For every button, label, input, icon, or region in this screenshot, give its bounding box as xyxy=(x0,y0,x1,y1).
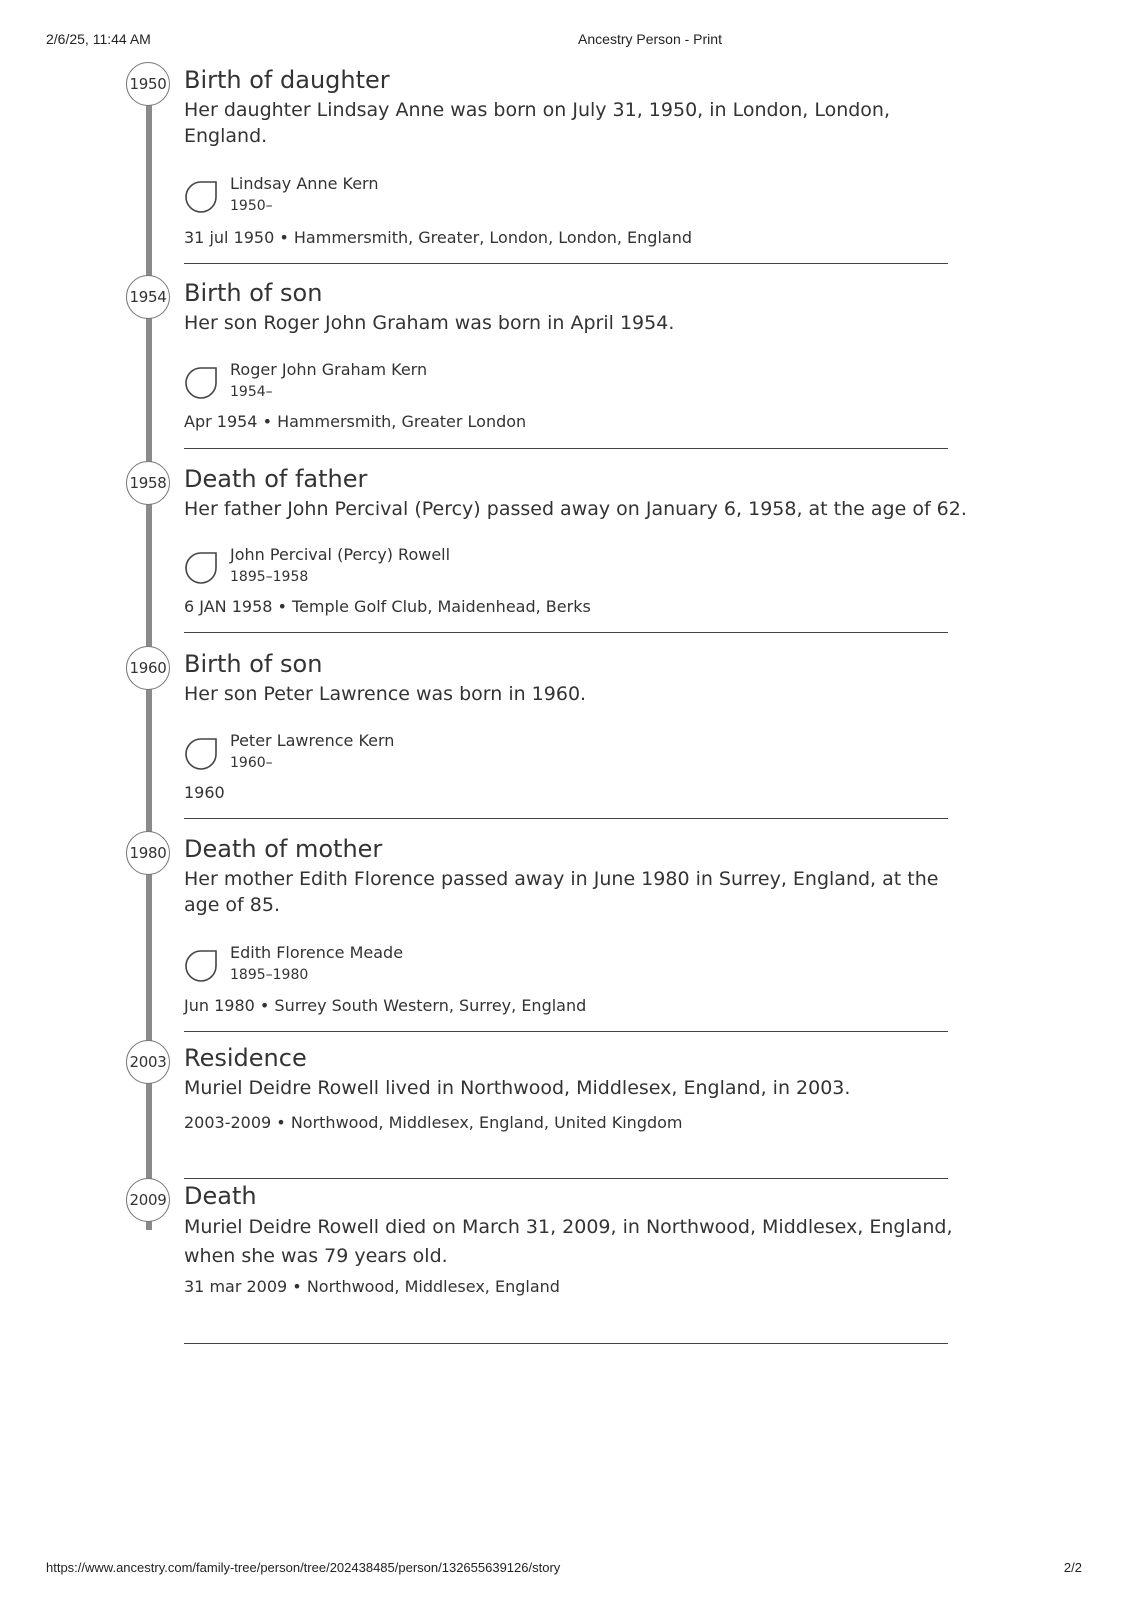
event-divider xyxy=(184,263,948,264)
event-date-place: Jun 1980 • Surrey South Western, Surrey, England xyxy=(184,996,587,1015)
person-card[interactable] xyxy=(184,360,784,408)
person-years: 1895–1980 xyxy=(230,967,309,983)
event-description: Her mother Edith Florence passed away in June 1980 in Surrey, England, at the age of 85. xyxy=(184,868,939,916)
person-placeholder-icon xyxy=(184,551,218,585)
event-title: Residence xyxy=(184,1044,307,1072)
event-description: Her son Roger John Graham was born in April 1954. xyxy=(184,312,675,334)
event-divider xyxy=(184,818,948,819)
event-divider xyxy=(184,632,948,633)
timeline-event xyxy=(0,1040,1130,1190)
person-placeholder-icon xyxy=(184,180,218,214)
event-title: Death of mother xyxy=(184,835,383,863)
event-title: Death of father xyxy=(184,465,368,493)
event-description: Her daughter Lindsay Anne was born on July 31, 1950, in London, London, England. xyxy=(184,99,891,147)
event-date-place: 1960 xyxy=(184,783,225,802)
event-description: Muriel Deidre Rowell lived in Northwood, Middlesex, England, in 2003. xyxy=(184,1077,851,1099)
timeline-event xyxy=(0,275,1130,455)
person-name: Roger John Graham Kern xyxy=(230,360,428,379)
timeline-event xyxy=(0,831,1130,1041)
timeline-event xyxy=(0,62,1130,267)
year-badge: 1950 xyxy=(126,62,170,106)
year-badge: 1960 xyxy=(126,646,170,690)
person-name: John Percival (Percy) Rowell xyxy=(230,545,451,564)
person-card[interactable] xyxy=(184,731,784,779)
person-years: 1960– xyxy=(230,755,273,771)
print-header-title: Ancestry Person - Print xyxy=(578,31,722,47)
year-badge: 1980 xyxy=(126,831,170,875)
person-card[interactable] xyxy=(184,545,784,593)
print-footer-url: https://www.ancestry.com/family-tree/person/tree/202438485/person/132655639126/story xyxy=(46,1560,561,1575)
timeline-event xyxy=(0,1178,1130,1358)
event-date-place: Apr 1954 • Hammersmith, Greater London xyxy=(184,412,527,431)
event-title: Birth of daughter xyxy=(184,66,390,94)
timeline-event xyxy=(0,646,1130,826)
print-footer-page-number: 2/2 xyxy=(1063,1560,1082,1575)
person-placeholder-icon xyxy=(184,737,218,771)
year-badge: 2003 xyxy=(126,1040,170,1084)
event-date-place: 6 JAN 1958 • Temple Golf Club, Maidenhead, Berks xyxy=(184,597,591,616)
person-name: Peter Lawrence Kern xyxy=(230,731,395,750)
print-header-date: 2/6/25, 11:44 AM xyxy=(46,31,151,47)
person-placeholder-icon xyxy=(184,366,218,400)
event-title: Birth of son xyxy=(184,279,323,307)
person-years: 1954– xyxy=(230,384,273,400)
event-description: Muriel Deidre Rowell died on March 31, 2009, in Northwood, Middlesex, England, when she was 79 years old. xyxy=(184,1216,953,1267)
event-title: Death xyxy=(184,1182,257,1210)
event-date-place: 2003-2009 • Northwood, Middlesex, England, United Kingdom xyxy=(184,1113,683,1132)
event-divider xyxy=(184,448,948,449)
year-badge: 1954 xyxy=(126,275,170,319)
person-name: Lindsay Anne Kern xyxy=(230,174,379,193)
person-card[interactable] xyxy=(184,943,784,991)
event-description: Her son Peter Lawrence was born in 1960. xyxy=(184,683,587,705)
event-description: Her father John Percival (Percy) passed away on January 6, 1958, at the age of 62. xyxy=(184,498,967,520)
person-years: 1895–1958 xyxy=(230,569,309,585)
event-date-place: 31 jul 1950 • Hammersmith, Greater, London, London, England xyxy=(184,228,693,247)
person-name: Edith Florence Meade xyxy=(230,943,404,962)
person-card[interactable] xyxy=(184,174,784,222)
event-title: Birth of son xyxy=(184,650,323,678)
year-badge: 2009 xyxy=(126,1178,170,1222)
person-placeholder-icon xyxy=(184,949,218,983)
event-divider xyxy=(184,1343,948,1344)
event-date-place: 31 mar 2009 • Northwood, Middlesex, England xyxy=(184,1277,560,1296)
year-badge: 1958 xyxy=(126,461,170,505)
person-years: 1950– xyxy=(230,198,273,214)
event-divider xyxy=(184,1031,948,1032)
timeline-event xyxy=(0,461,1130,641)
